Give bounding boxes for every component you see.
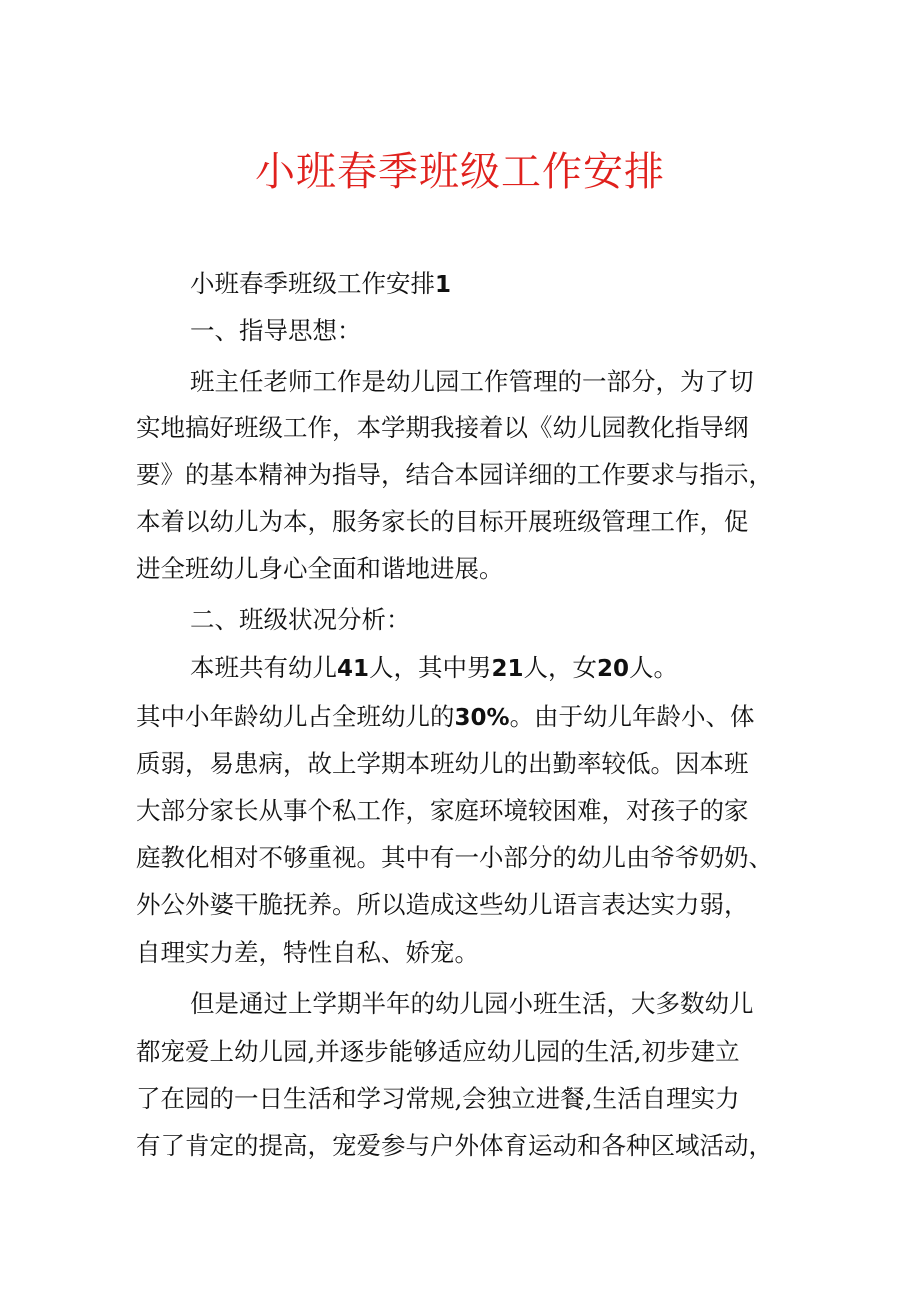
paragraph-line: 班主任老师工作是幼儿园工作管理的一部分，为了切 <box>190 367 754 396</box>
paragraph-line: 但是通过上学期半年的幼儿园小班生活，大多数幼儿 <box>190 989 754 1018</box>
paragraph-line: 实地搞好班级工作，本学期我接着以《幼儿园教化指导纲 <box>136 413 749 442</box>
stats-text: 人，女 <box>523 653 598 682</box>
stats-boys-number: 21 <box>491 656 524 682</box>
paragraph-line: 进全班幼儿身心全面和谐地进展。 <box>136 554 504 583</box>
stats-text: 人，其中男 <box>369 653 492 682</box>
paragraph-line: 庭教化相对不够重视。其中有一小部分的幼儿由爷爷奶奶、 <box>136 843 773 872</box>
paragraph-line: 外公外婆干脆抚养。所以造成这些幼儿语言表达实力弱， <box>136 890 749 919</box>
paragraph-line: 要》的基本精神为指导，结合本园详细的工作要求与指示， <box>136 460 773 489</box>
stats-line <box>190 652 678 685</box>
stats-text: 本班共有幼儿 <box>190 653 337 682</box>
paragraph-line: 自理实力差，特性自私、娇宠。 <box>136 938 479 967</box>
age-text: 。由于幼儿年龄小、体 <box>509 702 755 731</box>
stats-text: 人。 <box>629 653 679 682</box>
age-percent: 30% <box>454 705 510 731</box>
paragraph-line: 大部分家长从事个私工作，家庭环境较困难，对孩子的家 <box>136 796 749 825</box>
section-heading-class-analysis: 二、班级状况分析： <box>190 605 411 634</box>
paragraph-line: 质弱，易患病，故上学期本班幼儿的出勤率较低。因本班 <box>136 749 749 778</box>
paragraph-line: 都宠爱上幼儿园,并逐步能够适应幼儿园的生活,初步建立 <box>136 1037 740 1066</box>
paragraph-line: 本着以幼儿为本，服务家长的目标开展班级管理工作，促 <box>136 507 749 536</box>
age-line <box>136 701 755 734</box>
stats-total-number: 41 <box>337 656 370 682</box>
paragraph-line: 有了肯定的提高，宠爱参与户外体育运动和各种区域活动， <box>136 1131 773 1160</box>
stats-girls-number: 20 <box>597 656 630 682</box>
subtitle-text: 小班春季班级工作安排 <box>190 269 435 298</box>
document-title: 小班春季班级工作安排 <box>255 149 665 195</box>
age-text: 其中小年龄幼儿占全班幼儿的 <box>136 702 455 731</box>
paragraph-line: 了在园的一日生活和学习常规,会独立进餐,生活自理实力 <box>136 1084 740 1113</box>
section-heading-guiding-ideology: 一、指导思想： <box>190 316 362 345</box>
subtitle-line <box>190 268 451 301</box>
subtitle-number: 1 <box>435 272 452 298</box>
